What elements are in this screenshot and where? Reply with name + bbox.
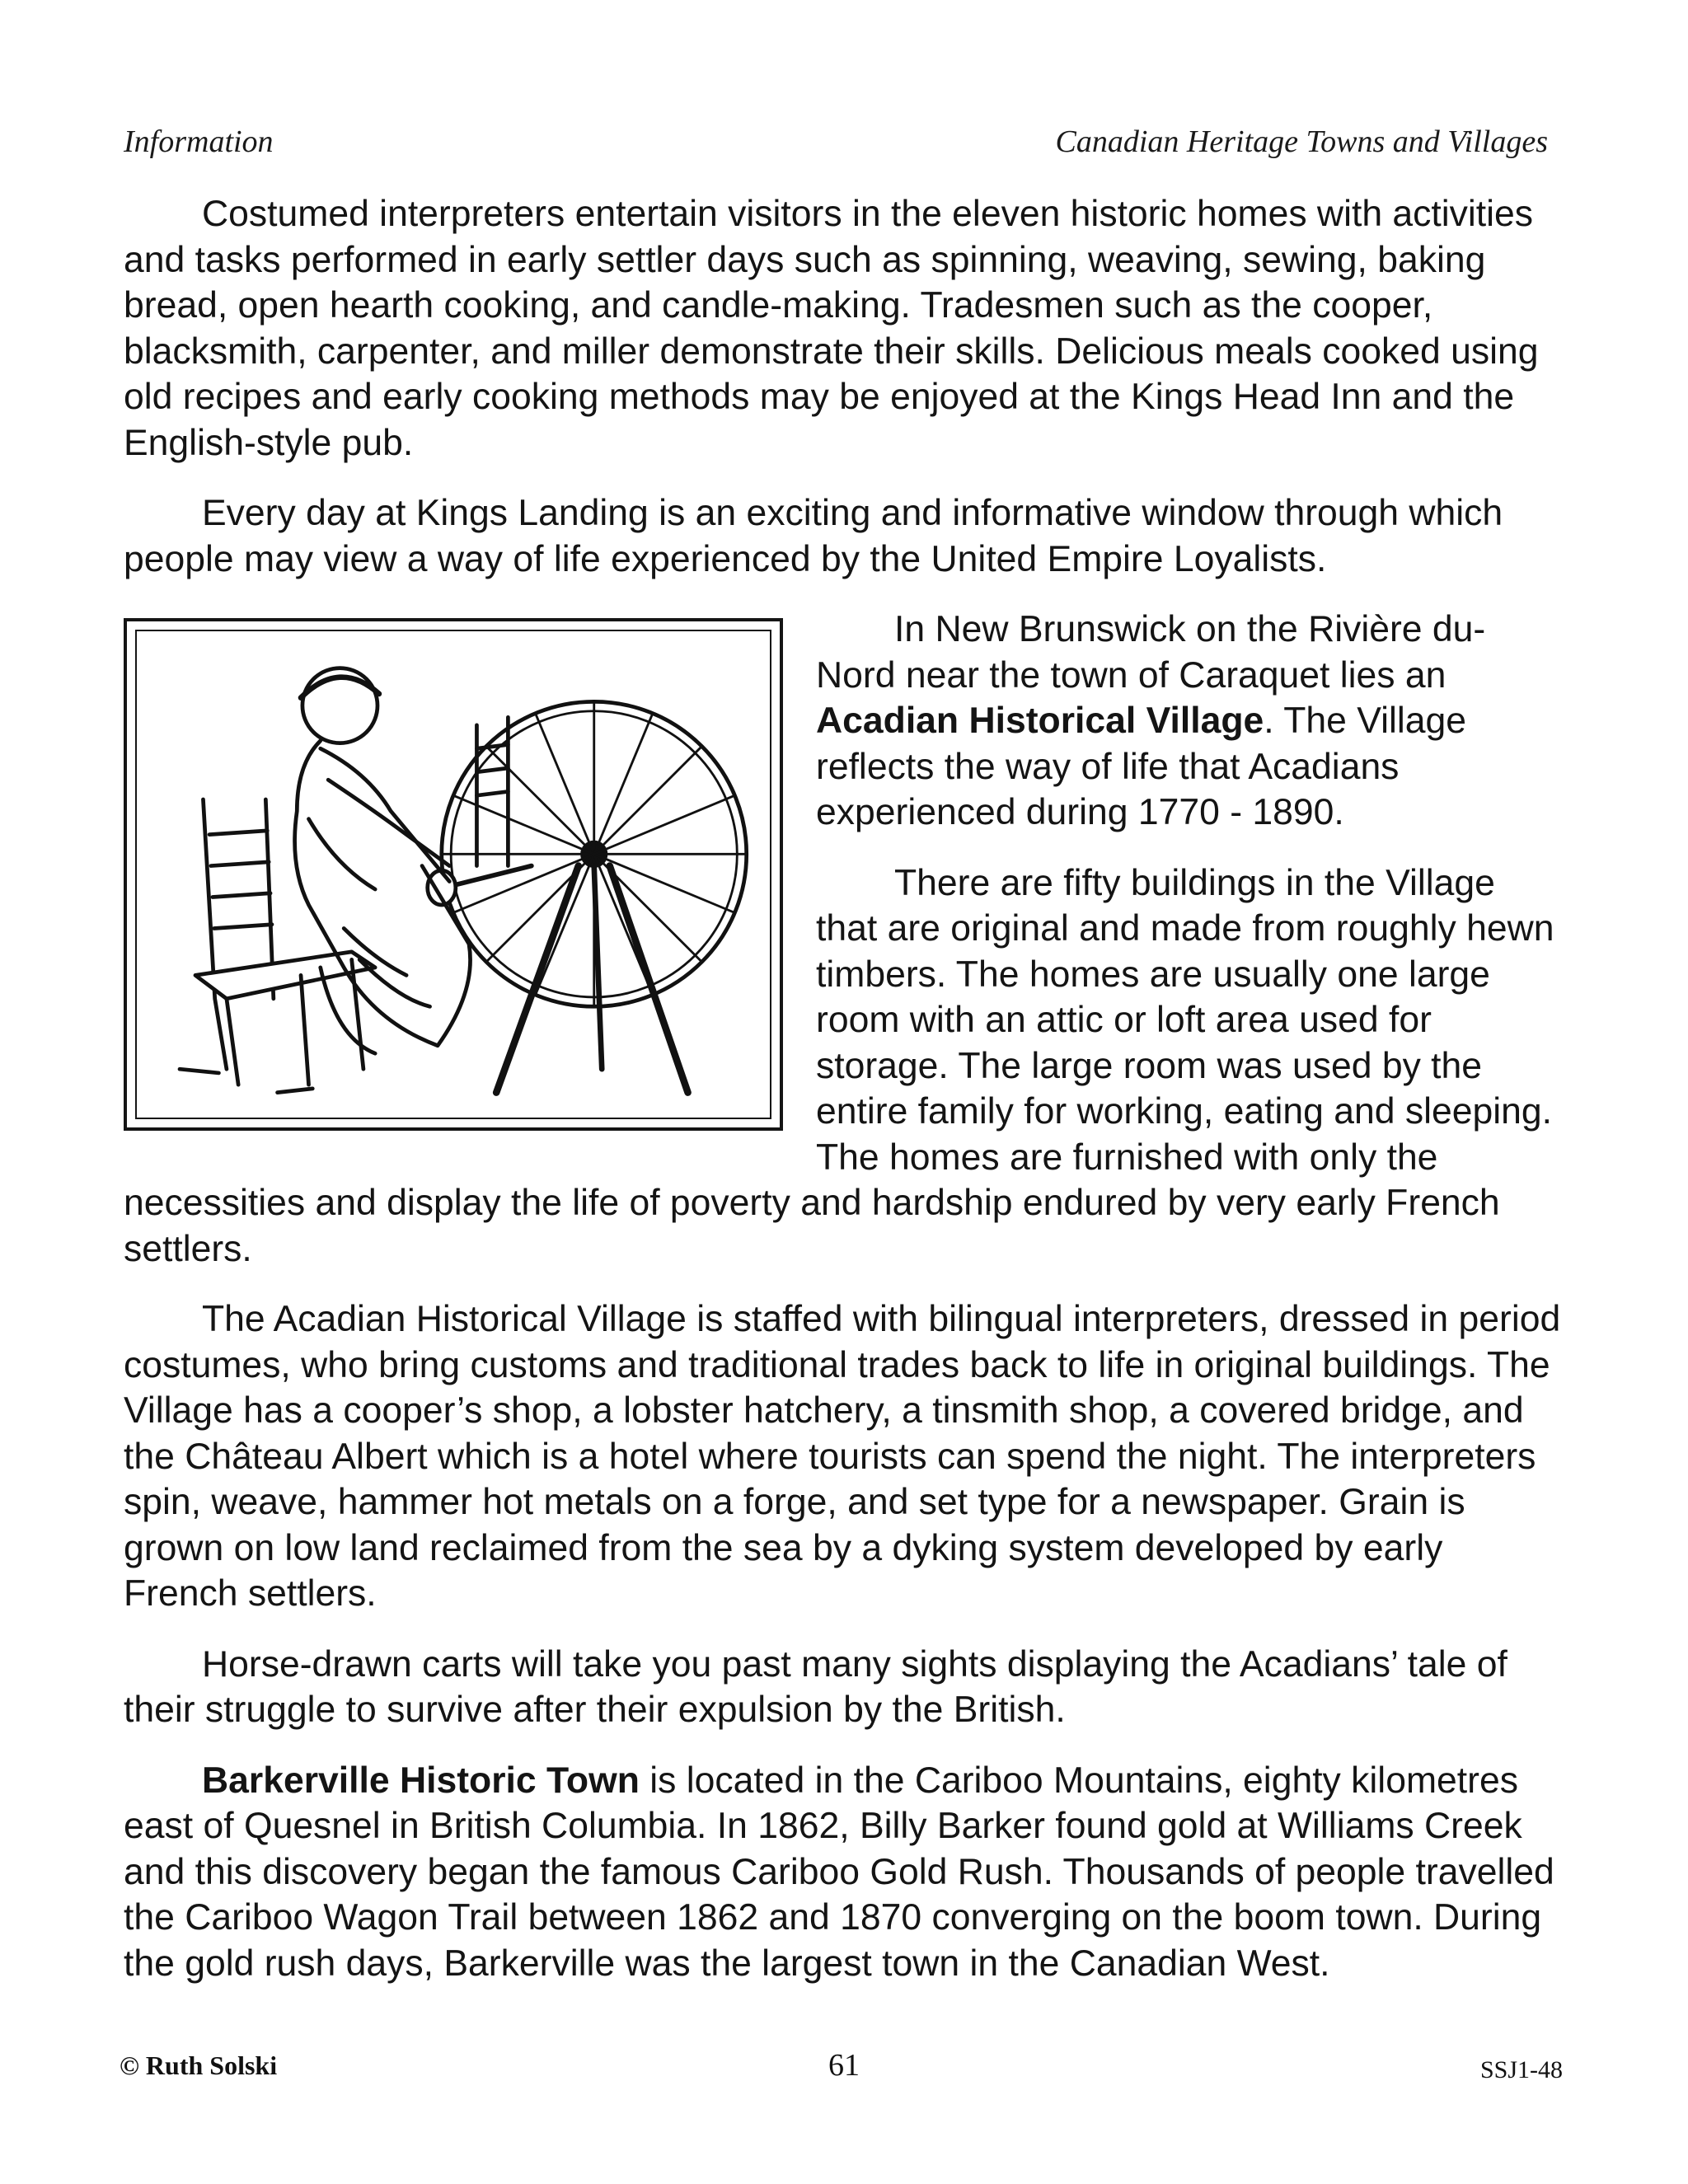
paragraph-acadian-interpreters: The Acadian Historical Village is staffed with bilingual interpreters, dressed in period costumes, who bring customs and traditional trades back to life in original buildings. The Village has a cooper’s shop, a lobster hatchery, a tinsmith shop, a covered bridge, and the Château Albert which is a hotel where tourists can spend the night. The interpreters spin, weave, hammer hot metals on a forge, and set type for a newspaper. Grain is grown on low land reclaimed from the sea by a dyking system developed by early French settlers. (124, 1299, 1561, 1614)
page-number: 61 (828, 2048, 860, 2083)
acadian-intro-text: In New Brunswick on the Rivière du-Nord near the town of Caraquet lies an (816, 609, 1486, 696)
page-body (124, 191, 1562, 2011)
spinning-wheel-figure (124, 618, 783, 1131)
paragraph-acadian-buildings: There are fifty buildings in the Village that are original and made from roughly hewn timbers. The homes are usually one large room with an attic or loft area used for storage. The large room was used by the entire family for working, eating and sleeping. The homes are furnished with only the necessities and display the life of poverty and hardship endured by very early French settlers. (124, 862, 1554, 1269)
header-book-title: Canadian Heritage Towns and Villages (1055, 124, 1548, 159)
footer-code: SSJ1-48 (1479, 2056, 1563, 2083)
paragraph-kings-landing: Every day at Kings Landing is an exciting and informative window through which people may view a way of life experienced by the United Empire Loyalists. (124, 493, 1503, 579)
barkerville-name: Barkerville Historic Town (202, 1760, 640, 1801)
acadian-intro-rest: . The Village reflects the way of life that Acadians experienced during 1770 - 1890. (816, 701, 1467, 832)
paragraph-barkerville (124, 1758, 1562, 1987)
paragraph-interpreters: Costumed interpreters entertain visitors in the eleven historic homes with activities and tasks performed in early settler days such as spinning, weaving, sewing, baking bread, open hearth cooking, and candle-making. Tradesmen such as the cooper, blacksmith, carpenter, and miller demonstrate their skills. Delicious meals cooked using old recipes and early cooking methods may be enjoyed at the Kings Head Inn and the English-style pub. (124, 194, 1539, 463)
footer-copyright: © Ruth Solski (120, 2050, 278, 2080)
header-section-label: Information (124, 124, 274, 159)
spinning-wheel-illustration-icon (137, 631, 770, 1118)
figure-inner-frame (135, 630, 771, 1119)
paragraph-horse-carts: Horse-drawn carts will take you past many sights displaying the Acadians’ tale of their struggle to survive after their expulsion by the British. (124, 1643, 1507, 1730)
barkerville-text: is located in the Cariboo Mountains, eighty kilometres east of Quesnel in British Columbia. In 1862, Billy Barker found gold at Williams Creek and this discovery began the famous Cariboo Gold Rush. Thousands of people travelled the Cariboo Wagon Trail between 1862 and 1870 converging on the boom town. During the gold rush days, Barkerville was the largest town in the Canadian West. (124, 1760, 1554, 1984)
acadian-village-name: Acadian Historical Village (816, 701, 1264, 741)
